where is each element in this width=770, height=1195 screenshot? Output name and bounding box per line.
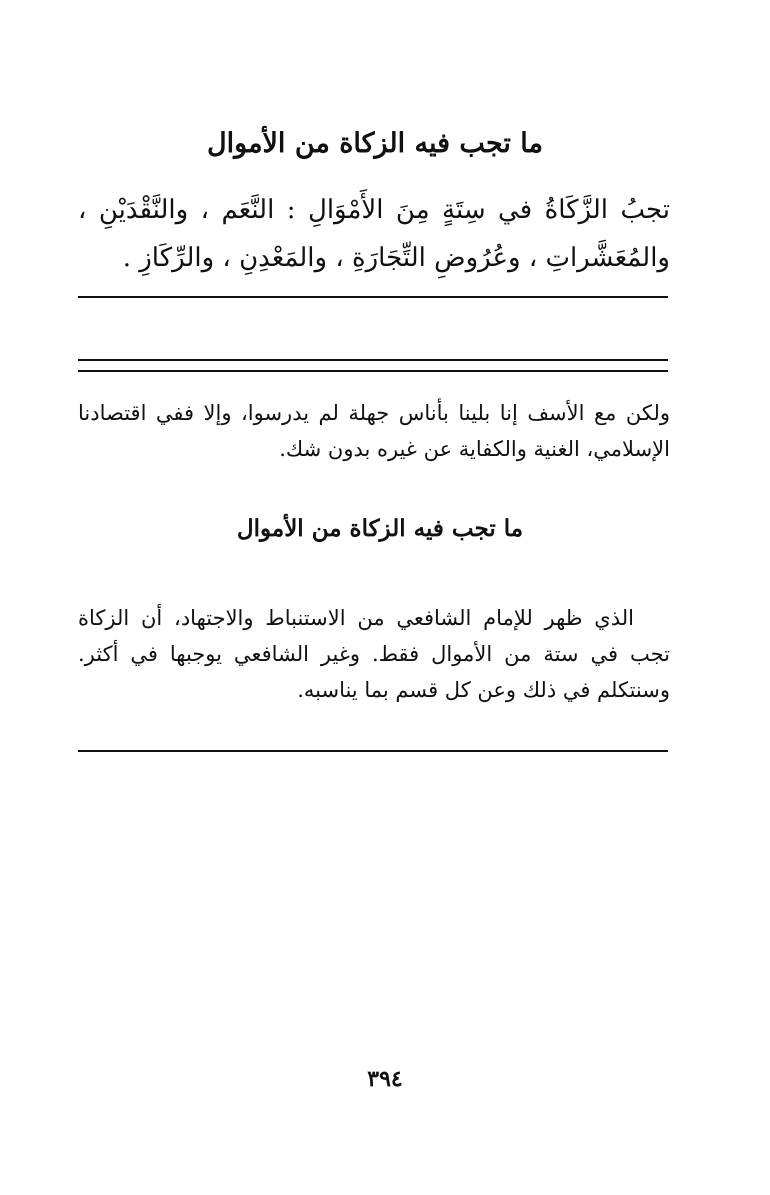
sharh-title: ما تجب فيه الزكاة من الأموال bbox=[236, 515, 524, 542]
matn-title: ما تجب فيه الزكاة من الأموال bbox=[207, 128, 543, 159]
double-divider-bottom bbox=[78, 370, 668, 372]
intro-paragraph bbox=[78, 395, 670, 467]
sharh-paragraph bbox=[78, 600, 670, 708]
section-divider bbox=[78, 296, 668, 298]
matn-text: تجبُ الزَّكَاةُ في سِتَةٍ مِنَ الأَمْوَالِ : النَّعَم ، والنَّقْدَيْنِ ، والمُعَشَّراتِ ، وعُرُوضِ التِّجَارَةِ ، والمَعْدِنِ ، والرِّكَازِ . bbox=[78, 195, 670, 273]
sharh-paragraph-text: الذي ظهر للإمام الشافعي من الاستنباط والاجتهاد، أن الزكاة تجب في ستة من الأموال فقط. وغير الشافعي يوجبها في أكثر. وسنتكلم في ذلك وعن كل قسم بما يناسبه. bbox=[78, 606, 670, 702]
page-number: ٣٩٤ bbox=[367, 1066, 403, 1092]
footer-divider bbox=[78, 750, 668, 752]
double-divider-top bbox=[78, 359, 668, 361]
intro-paragraph-text: ولكن مع الأسف إنا بلينا بأناس جهلة لم يدرسوا، وإلا ففي اقتصادنا الإسلامي، الغنية والكفاية عن غيره بدون شك. bbox=[78, 401, 670, 461]
